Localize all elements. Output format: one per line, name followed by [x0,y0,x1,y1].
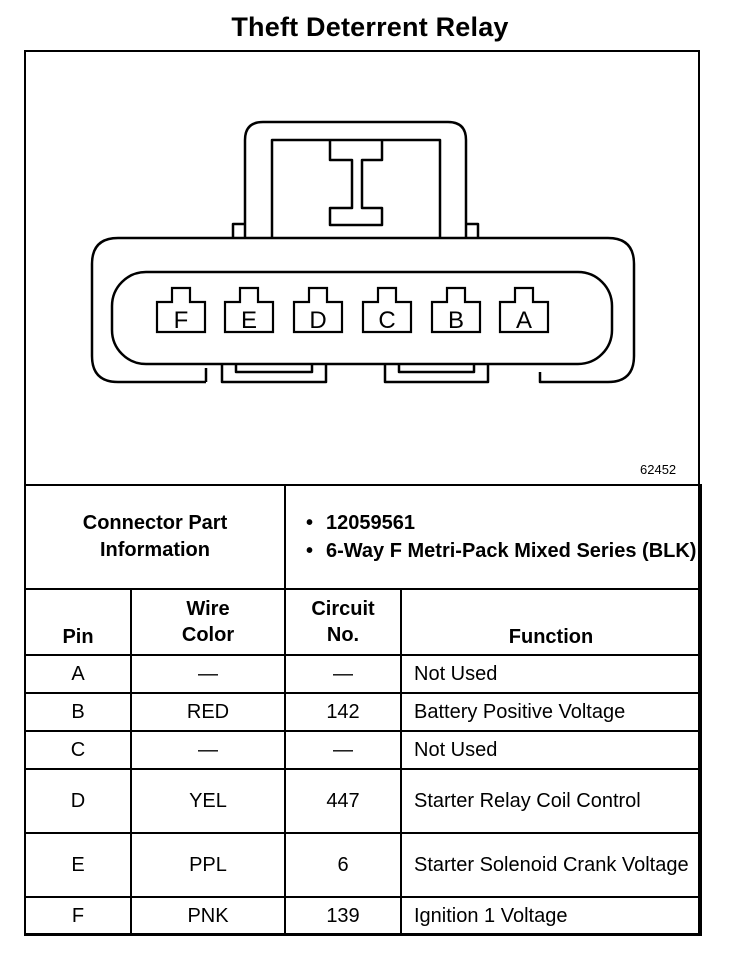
circuit-cell: 139 [285,897,401,935]
part-info-list [285,485,701,589]
pin-terminal-f [157,288,205,334]
connector-type: • 6-Way F Metri-Pack Mixed Series (BLK) [326,537,700,565]
pin-cell: B [25,693,131,731]
function-cell: Not Used [401,731,701,769]
header-pin: Pin [25,589,131,655]
table-row [25,833,701,897]
pin-label: A [515,307,533,334]
function-cell: Starter Solenoid Crank Voltage [401,833,701,897]
function-cell: Not Used [401,655,701,693]
header-circuit: Circuit No. [285,589,401,655]
table-row [25,769,701,833]
connector-drawing [0,0,752,484]
part-number: • 12059561 [326,509,700,537]
wire-color-cell: — [131,655,285,693]
table-row [25,731,701,769]
function-cell: Ignition 1 Voltage [401,897,701,935]
pin-label: D [309,307,327,334]
locking-tab [330,140,382,225]
table-row [25,655,701,693]
pin-terminal-d [294,288,342,334]
pin-cell: D [25,769,131,833]
pin-terminal-a [500,288,548,334]
wire-color-cell: YEL [131,769,285,833]
part-info-row [25,485,701,589]
table-row [25,897,701,935]
header-row [25,589,701,655]
circuit-cell: 6 [285,833,401,897]
circuit-cell: — [285,731,401,769]
diagram-title: Theft Deterrent Relay [231,12,509,42]
circuit-cell: — [285,655,401,693]
header-function: Function [401,589,701,655]
pin-terminal-e [225,288,273,334]
pin-label: F [173,307,189,334]
pin-terminal-b [432,288,480,334]
table-row [25,693,701,731]
pin-terminal-c [363,288,411,334]
wire-color-cell: PPL [131,833,285,897]
drawing-number: 62452 [640,462,677,477]
function-cell: Starter Relay Coil Control [401,769,701,833]
pin-cell: C [25,731,131,769]
header-wire-color: Wire Color [131,589,285,655]
circuit-cell: 447 [285,769,401,833]
wire-color-cell: PNK [131,897,285,935]
pin-label: C [378,307,396,334]
pin-cell: F [25,897,131,935]
wire-color-cell: — [131,731,285,769]
circuit-cell: 142 [285,693,401,731]
pin-cell: A [25,655,131,693]
pin-cell: E [25,833,131,897]
pin-label: E [240,307,258,334]
function-cell: Battery Positive Voltage [401,693,701,731]
pin-label: B [447,307,465,334]
wire-color-cell: RED [131,693,285,731]
connector-info-table [24,484,702,936]
part-info-label: Connector Part Information [25,485,285,589]
